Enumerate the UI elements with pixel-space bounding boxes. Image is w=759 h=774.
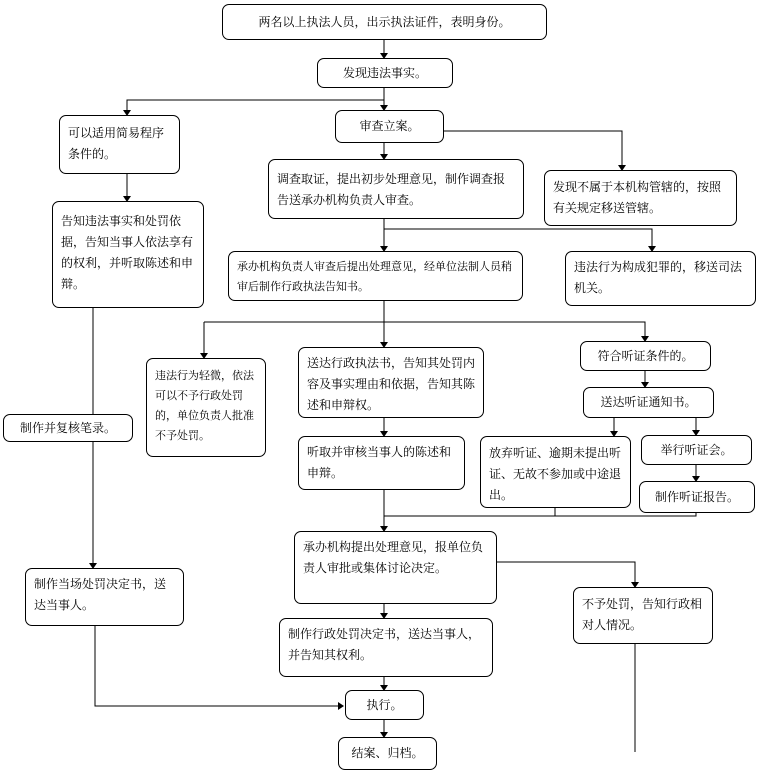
case-review-box: 审查立案。 [335,110,444,143]
handling-opinion-box: 承办机构提出处理意见，报单位负责人审批或集体讨论决定。 [294,531,497,604]
close-archive-box: 结案、归档。 [338,737,437,770]
criminal-transfer-box: 违法行为构成犯罪的，移送司法机关。 [565,251,756,306]
notice-drafting-box: 承办机构负责人审查后提出处理意见，经单位法制人员稍审后制作行政执法告知书。 [228,251,523,301]
discover-violation-box: 发现违法事实。 [317,58,453,88]
hearing-eligible-box: 符合听证条件的。 [580,341,711,371]
inform-rights-box: 告知违法事实和处罚依据，告知当事人依法享有的权利，并听取陈述和申辩。 [52,201,204,308]
transfer-jurisdiction-box: 发现不属于本机构管辖的，按照有关规定移送管辖。 [544,170,737,226]
no-penalty-box: 不予处罚，告知行政相对人情况。 [573,587,713,644]
penalty-decision-box: 制作行政处罚决定书，送达当事人，并告知其权利。 [279,618,493,677]
hearing-notice-box: 送达听证通知书。 [583,387,714,418]
make-record-box: 制作并复核笔录。 [3,414,133,442]
waive-hearing-box: 放弃听证、逾期未提出听证、无故不参加或中途退出。 [480,436,631,508]
onsite-penalty-box: 制作当场处罚决定书，送达当事人。 [25,568,184,626]
serve-enforcement-doc-box: 送达行政执法书，告知其处罚内容及事实理由和依据，告知其陈述和申辩权。 [298,347,484,418]
hearing-report-box: 制作听证报告。 [639,481,755,513]
minor-violation-box: 违法行为轻微，依法可以不予行政处罚的，单位负责人批准不予处罚。 [146,358,266,457]
simple-procedure-box: 可以适用简易程序条件的。 [59,115,180,174]
hear-statement-box: 听取并审核当事人的陈述和申辩。 [298,436,465,490]
hold-hearing-box: 举行听证会。 [641,435,752,465]
execute-box: 执行。 [345,690,424,720]
investigation-box: 调查取证，提出初步处理意见，制作调查报告送承办机构负责人审查。 [268,159,524,219]
identity-step-box: 两名以上执法人员，出示执法证件，表明身份。 [222,4,547,40]
